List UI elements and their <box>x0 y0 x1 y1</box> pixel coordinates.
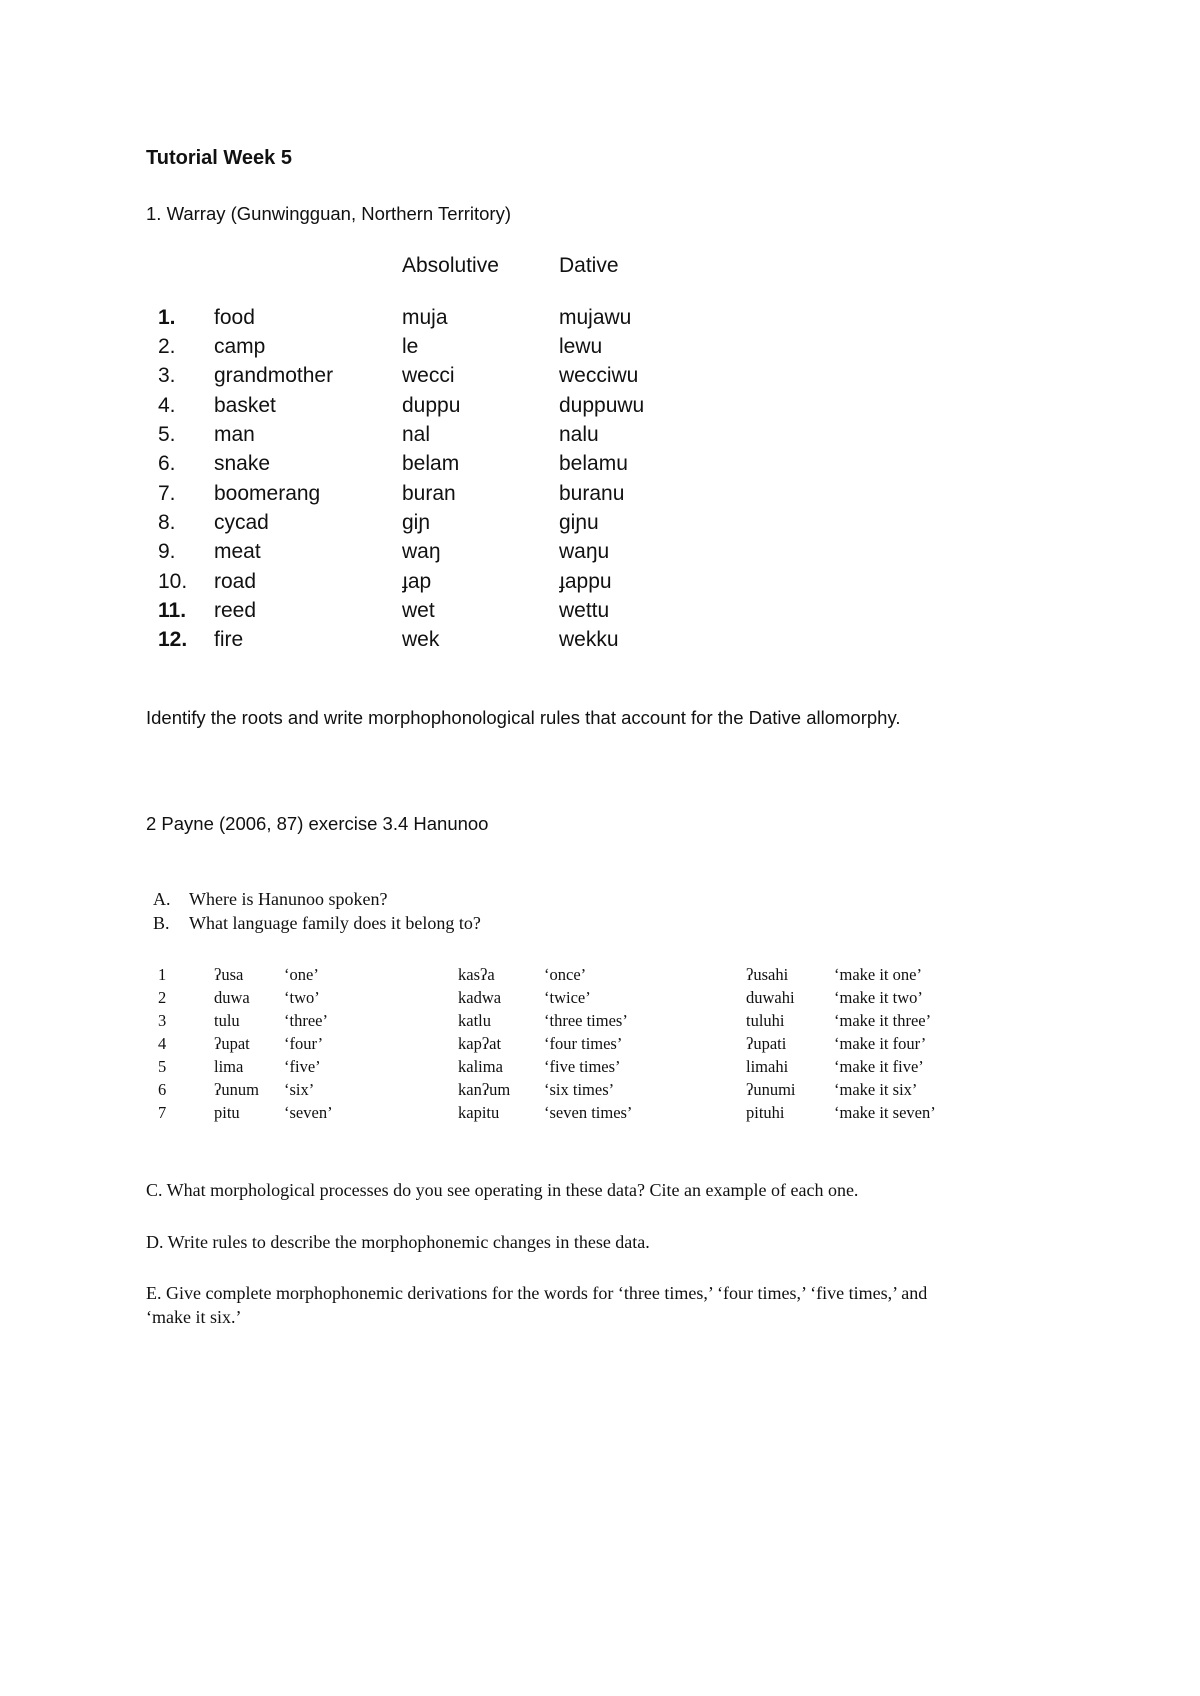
times-gloss: ‘five times’ <box>544 1057 621 1076</box>
root-word: ʔupat <box>214 1034 250 1053</box>
row-absolutive: duppu <box>402 394 461 417</box>
table-row <box>0 1103 1200 1127</box>
row-number: 6 <box>158 1080 167 1099</box>
root-gloss: ‘seven’ <box>284 1103 333 1122</box>
row-dative: ɟappu <box>559 570 612 593</box>
row-gloss: snake <box>214 452 271 475</box>
row-number: 10. <box>158 570 188 593</box>
root-word: lima <box>214 1057 244 1076</box>
times-gloss: ‘six times’ <box>544 1080 615 1099</box>
row-number: 5. <box>158 423 176 446</box>
table-row <box>0 628 1200 658</box>
make-it-word: ʔunumi <box>746 1080 796 1099</box>
question-d: D. Write rules to describe the morphophonemic changes in these data. <box>146 1232 650 1252</box>
row-gloss: meat <box>214 540 261 563</box>
question-letter: A. <box>153 889 171 909</box>
row-dative: wettu <box>559 599 610 622</box>
row-absolutive: giɲ <box>402 511 431 534</box>
row-number: 11. <box>158 599 187 622</box>
question-e-line2: ‘make it six.’ <box>146 1307 242 1327</box>
table-row <box>0 1034 1200 1058</box>
row-gloss: fire <box>214 628 244 651</box>
question-c: C. What morphological processes do you see operating in these data? Cite an example of each one. <box>146 1180 859 1200</box>
make-it-word: tuluhi <box>746 1011 785 1030</box>
row-number: 8. <box>158 511 176 534</box>
row-gloss: boomerang <box>214 482 321 505</box>
make-it-gloss: ‘make it seven’ <box>834 1103 936 1122</box>
make-it-gloss: ‘make it one’ <box>834 965 922 984</box>
root-word: ʔunum <box>214 1080 259 1099</box>
row-dative: buranu <box>559 482 625 505</box>
table-row <box>0 988 1200 1012</box>
root-gloss: ‘four’ <box>284 1034 324 1053</box>
times-gloss: ‘twice’ <box>544 988 591 1007</box>
root-gloss: ‘five’ <box>284 1057 321 1076</box>
row-dative: giɲu <box>559 511 599 534</box>
row-number: 4 <box>158 1034 167 1053</box>
row-number: 3. <box>158 364 176 387</box>
row-number: 1 <box>158 965 167 984</box>
row-gloss: basket <box>214 394 276 417</box>
question-text: Where is Hanunoo spoken? <box>189 889 388 909</box>
row-absolutive: le <box>402 335 419 358</box>
table-row <box>0 423 1200 453</box>
exercise2-heading: 2 Payne (2006, 87) exercise 3.4 Hanunoo <box>146 813 489 834</box>
times-word: kalima <box>458 1057 503 1076</box>
row-number: 5 <box>158 1057 167 1076</box>
table-row <box>0 1011 1200 1035</box>
make-it-word: ʔupati <box>746 1034 787 1053</box>
question-letter: B. <box>153 913 170 933</box>
root-word: pitu <box>214 1103 240 1122</box>
row-number: 9. <box>158 540 176 563</box>
row-absolutive: muja <box>402 306 448 329</box>
root-gloss: ‘three’ <box>284 1011 328 1030</box>
table-row <box>0 394 1200 424</box>
row-gloss: reed <box>214 599 257 622</box>
times-gloss: ‘once’ <box>544 965 587 984</box>
root-word: tulu <box>214 1011 240 1030</box>
make-it-word: pituhi <box>746 1103 785 1122</box>
root-word: ʔusa <box>214 965 244 984</box>
row-gloss: camp <box>214 335 266 358</box>
table-row <box>0 570 1200 600</box>
row-absolutive: belam <box>402 452 460 475</box>
make-it-gloss: ‘make it three’ <box>834 1011 932 1030</box>
row-dative: nalu <box>559 423 599 446</box>
table-row <box>0 306 1200 336</box>
row-number: 6. <box>158 452 176 475</box>
times-word: kanʔum <box>458 1080 511 1099</box>
row-number: 2 <box>158 988 167 1007</box>
make-it-gloss: ‘make it four’ <box>834 1034 927 1053</box>
row-dative: duppuwu <box>559 394 645 417</box>
root-gloss: ‘two’ <box>284 988 320 1007</box>
row-number: 7 <box>158 1103 167 1122</box>
row-dative: wekku <box>559 628 619 651</box>
times-word: katlu <box>458 1011 491 1030</box>
make-it-word: ʔusahi <box>746 965 789 984</box>
row-absolutive: waŋ <box>402 540 441 563</box>
exercise1-heading: 1. Warray (Gunwingguan, Northern Territory) <box>146 203 511 224</box>
table-row <box>0 540 1200 570</box>
row-absolutive: wet <box>402 599 435 622</box>
table-row <box>0 1080 1200 1104</box>
make-it-gloss: ‘make it two’ <box>834 988 923 1007</box>
row-gloss: road <box>214 570 257 593</box>
row-number: 1. <box>158 306 176 329</box>
times-word: kapʔat <box>458 1034 502 1053</box>
row-gloss: grandmother <box>214 364 334 387</box>
row-dative: lewu <box>559 335 603 358</box>
row-dative: wecciwu <box>559 364 639 387</box>
make-it-gloss: ‘make it six’ <box>834 1080 918 1099</box>
question-text: What language family does it belong to? <box>189 913 481 933</box>
times-word: kasʔa <box>458 965 495 984</box>
table-row <box>0 1057 1200 1081</box>
row-number: 12. <box>158 628 188 651</box>
table-row <box>0 482 1200 512</box>
row-dative: belamu <box>559 452 628 475</box>
table-row <box>0 599 1200 629</box>
row-number: 3 <box>158 1011 167 1030</box>
make-it-word: duwahi <box>746 988 795 1007</box>
times-word: kadwa <box>458 988 502 1007</box>
column-header-absolutive: Absolutive <box>402 254 499 277</box>
root-word: duwa <box>214 988 250 1007</box>
row-absolutive: wek <box>402 628 440 651</box>
row-absolutive: wecci <box>402 364 455 387</box>
table-row <box>0 965 1200 989</box>
exercise1-instruction: Identify the roots and write morphophonological rules that account for the Dative allomorphy. <box>146 707 901 728</box>
row-absolutive: ɟap <box>402 570 432 593</box>
table-row <box>0 364 1200 394</box>
row-absolutive: buran <box>402 482 456 505</box>
root-gloss: ‘six’ <box>284 1080 315 1099</box>
make-it-word: limahi <box>746 1057 789 1076</box>
row-gloss: cycad <box>214 511 269 534</box>
root-gloss: ‘one’ <box>284 965 319 984</box>
row-number: 2. <box>158 335 176 358</box>
make-it-gloss: ‘make it five’ <box>834 1057 924 1076</box>
row-gloss: man <box>214 423 255 446</box>
row-gloss: food <box>214 306 255 329</box>
question-e-line1: E. Give complete morphophonemic derivations for the words for ‘three times,’ ‘four times,’ ‘five times,’ and <box>146 1283 928 1303</box>
row-number: 7. <box>158 482 176 505</box>
times-gloss: ‘three times’ <box>544 1011 628 1030</box>
row-absolutive: nal <box>402 423 431 446</box>
row-dative: waŋu <box>559 540 610 563</box>
table-row <box>0 511 1200 541</box>
table-row <box>0 452 1200 482</box>
times-gloss: ‘four times’ <box>544 1034 623 1053</box>
row-number: 4. <box>158 394 176 417</box>
times-word: kapitu <box>458 1103 500 1122</box>
column-header-dative: Dative <box>559 254 619 277</box>
table-row <box>0 335 1200 365</box>
times-gloss: ‘seven times’ <box>544 1103 633 1122</box>
document-title: Tutorial Week 5 <box>146 147 292 169</box>
row-dative: mujawu <box>559 306 632 329</box>
